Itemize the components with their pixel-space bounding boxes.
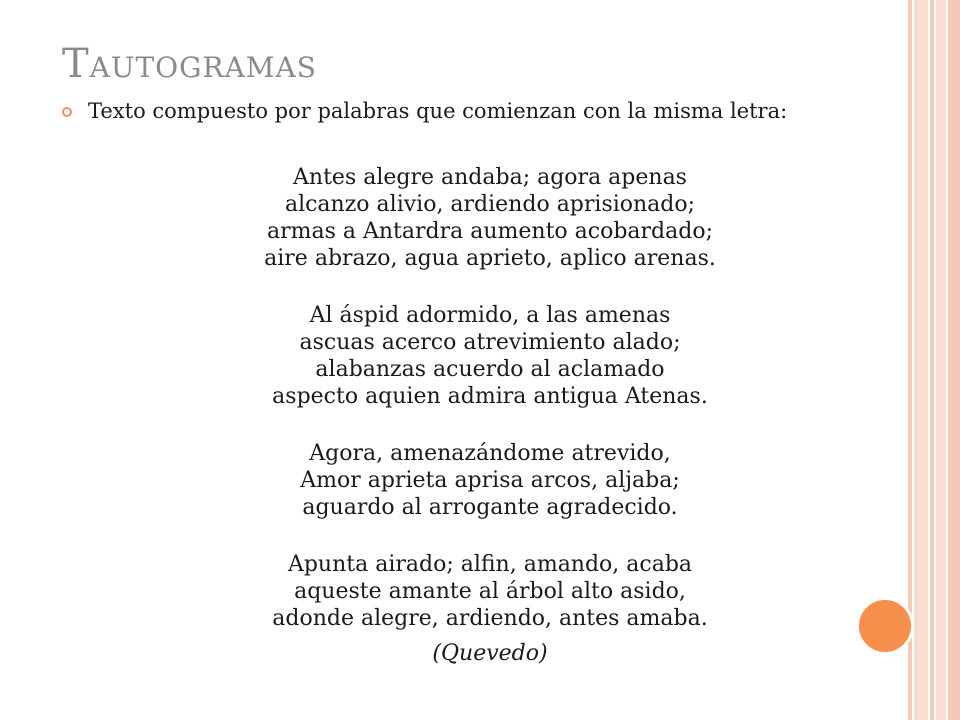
poem-line: Antes alegre andaba; agora apenas [293, 165, 687, 190]
poem-line: alabanzas acuerdo al aclamado [315, 357, 665, 382]
poem-line: Apunta airado; alfin, amando, acaba [287, 552, 693, 577]
poem-line: armas a Antardra aumento acobardado; [267, 219, 713, 244]
poem-line: aire abrazo, agua aprieto, aplico arenas. [264, 246, 716, 271]
stanza-1 [120, 164, 860, 272]
bullet-text: Texto compuesto por palabras que comienzan con la misma letra: [88, 99, 788, 123]
stripe [936, 0, 946, 720]
stanza-3 [120, 440, 860, 521]
poem-line: Agora, amenazándome atrevido, [309, 441, 671, 466]
stanza-2 [120, 302, 860, 410]
bullet-item [62, 98, 862, 125]
poem-line: aqueste amante al árbol alto asido, [294, 579, 686, 604]
poem-line: Al áspid adormido, a las amenas [309, 303, 671, 328]
slide-title: Tautogramas [62, 41, 317, 87]
poem-line: adonde alegre, ardiendo, antes amaba. [272, 606, 708, 631]
poem-line: ascuas acerco atrevimiento alado; [299, 330, 681, 355]
stanza-4 [120, 551, 860, 632]
stripe [948, 0, 960, 720]
bullet-circle-icon [62, 107, 72, 117]
stripe [930, 0, 934, 720]
decorative-stripes [908, 0, 960, 720]
poem-line: alcanzo alivio, ardiendo aprisionado; [284, 192, 696, 217]
poem-line: Amor aprieta aprisa arcos, aljaba; [300, 468, 680, 493]
poem-line: aspecto aquien admira antigua Atenas. [272, 384, 708, 409]
poem-author: (Quevedo) [432, 641, 548, 666]
decorative-circle [856, 597, 914, 655]
poem [120, 164, 860, 667]
poem-line: aguardo al arrogante agradecido. [302, 495, 678, 520]
stripe [914, 0, 928, 720]
